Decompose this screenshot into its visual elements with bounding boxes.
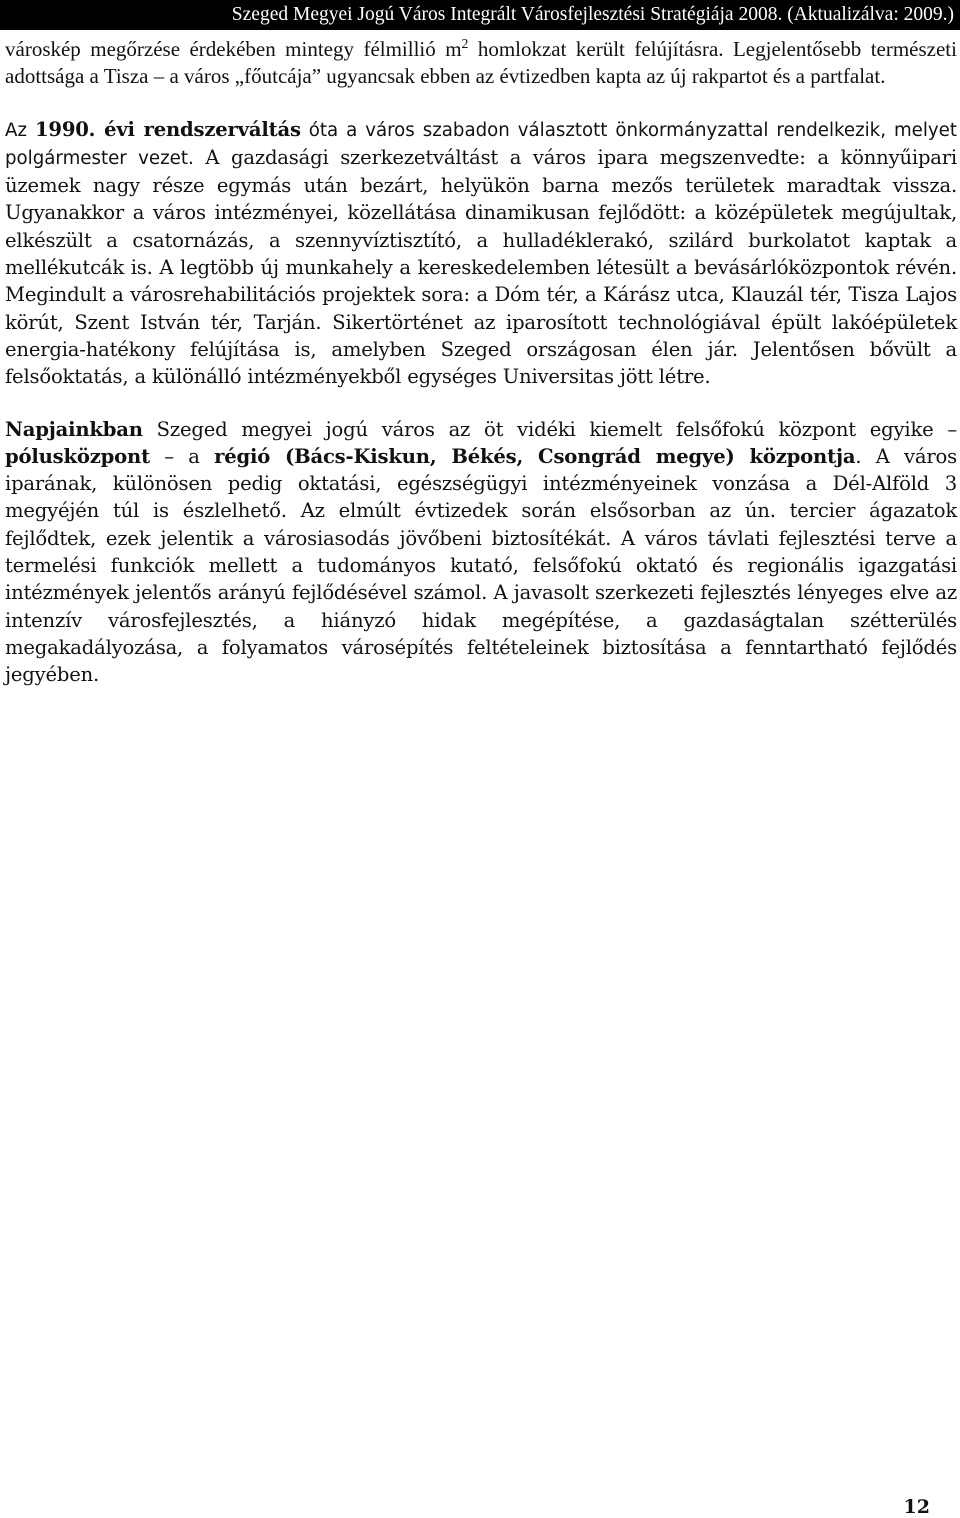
paragraph-2-text-b: A gazdasági szerkezetváltást a város ipara megszenvedte: a könnyűipari üzemek nagy része egymás után bezárt, helyükön barna mezős területek maradtak vissza. (5, 145, 957, 198)
paragraph-3 (5, 416, 957, 689)
paragraph-2-bold-term: évi rendszerváltás (95, 117, 301, 141)
paragraph-2-text-c: Ugyanakkor a város intézményei, közellátása dinamikusan fejlődött: a középületek megújultak, elkészült a csatornázás, a szennyvíztisztító, a hulladéklerakó, szilárd burkolatot kaptak a mellékutcák is. A legtöbb új munkahely a kereskedelemben létesült a bevásárlóközpontok révén. Megindult a városrehabilitációs projektek sora: a Dóm tér, a Kárász utca, Klauzál tér, Tisza Lajos körút, Szent István tér, Tarján. Sikertörténet az iparosított technológiával épült lakóépületek energia-hatékony felújítása is, amelyben Szeged országosan élen jár. Jelentősen bővült a felsőoktatás, a különálló intézményekből egységes Universitas jött létre. (5, 201, 957, 389)
page-number: 12 (903, 1496, 930, 1518)
paragraph-1 (5, 36, 957, 91)
paragraph-3-bold-d: régió (Bács-Kiskun, Békés, Csongrád megye) központja (214, 444, 856, 468)
paragraph-3-text-c: – a (149, 444, 215, 468)
document-title: Szeged Megyei Jogú Város Integrált Városfejlesztési Stratégiája 2008. (Aktualizálva: 2009.) (231, 4, 954, 25)
page-header (0, 0, 960, 30)
square-superscript: 2 (461, 36, 469, 51)
paragraph-1-text-a: városkép megőrzése érdekében mintegy félmillió m (5, 37, 462, 61)
paragraph-2-year: 1990. (34, 117, 96, 141)
paragraph-3-text-a: Szeged megyei jogú város az öt vidéki kiemelt felsőfokú központ egyike – (142, 417, 957, 441)
paragraph-1-text-b: homlokzat került felújításra. Legjelentősebb természeti adottsága a Tisza – a város „főutcája” ugyancsak ebben az évtizedben kapta az új rakpartot és a partfalat. (5, 37, 957, 89)
paragraph-3-text-e: . A város iparának, különösen pedig oktatási, egészségügyi intézményeinek vonzása a Dél-Alföld 3 megyéjén túl is észlelhető. Az elmúlt évtizedek során elsősorban az ún. tercier ágazatok fejlődtek, ezek jelentik a városiasodás jövőbeni biztosítékát. A város távlati fejlesztési terve a termelési funkciók mellett a tudományos kutató, felsőfokú oktató és regionális igazgatási intézmények jelentős arányú fejlődésével számol. A javasolt szerkezeti fejlesztés lényeges elve az intenzív városfejlesztés, a hiányzó hidak megépítése, a gazdaságtalan szétterülés megakadályozása, a folyamatos városépítés feltételeinek biztosítása a fenntartható fejlődés jegyében. (5, 444, 957, 687)
paragraph-3-bold-b: pólusközpont (5, 444, 150, 468)
document-body (5, 36, 957, 689)
paragraph-2 (5, 116, 957, 391)
paragraph-2-lead: Az (5, 119, 35, 141)
paragraph-3-bold-lead: Napjainkban (5, 417, 143, 441)
paragraph-2-text-a: óta a város szabadon választott önkormányzattal rendelkezik, melyet polgármester vezet. (5, 119, 957, 169)
